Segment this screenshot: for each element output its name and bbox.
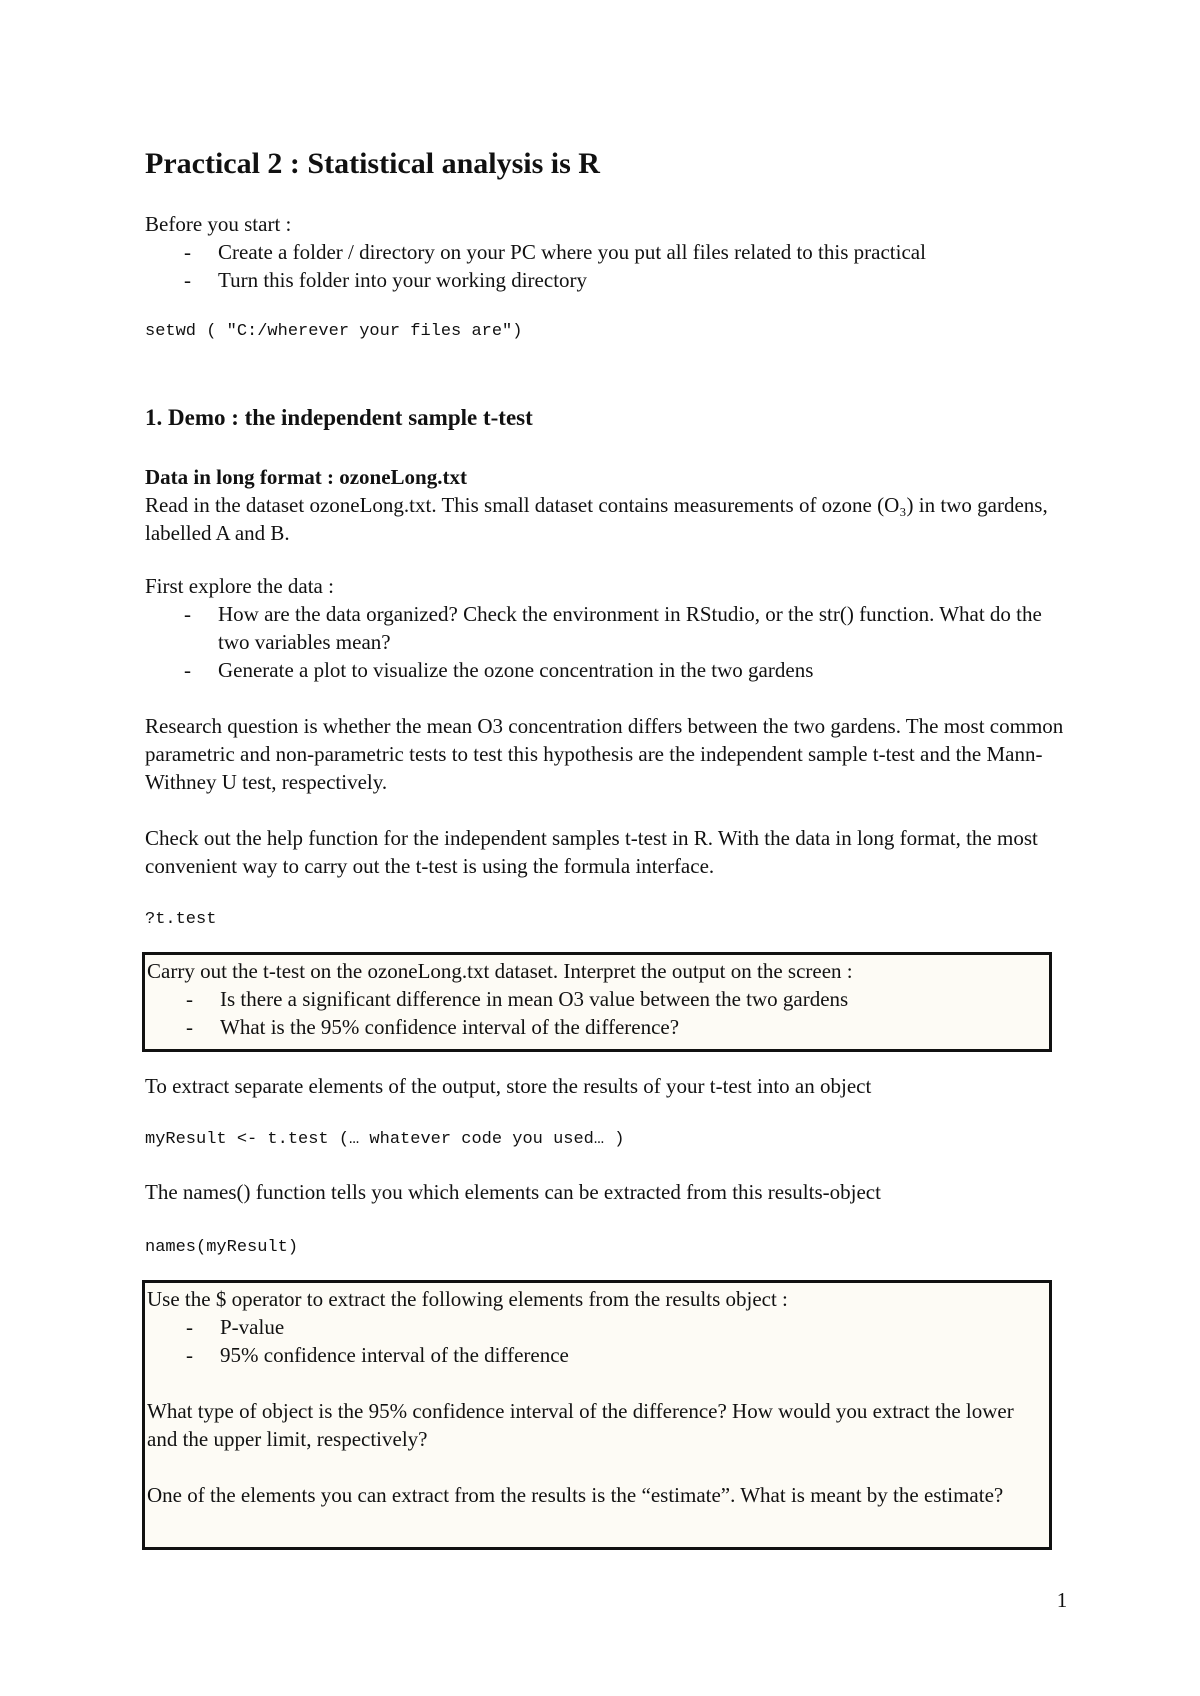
box2-intro: Use the $ operator to extract the following elements from the results object : (147, 1287, 788, 1311)
names-code: names(myResult) (145, 1238, 299, 1257)
box2-question-ci: What type of object is the 95% confidence interval of the difference? How would you extract the lower and the upper limit, respectively? (147, 1399, 1014, 1451)
section-heading: 1. Demo : the independent sample t-test (145, 405, 533, 430)
intro-bullet: - Turn this folder into your working directory (145, 266, 1065, 294)
box2-question-estimate: One of the elements you can extract from the results is the “estimate”. What is meant by the estimate? (147, 1483, 1004, 1507)
box1-intro: Carry out the t-test on the ozoneLong.txt dataset. Interpret the output on the screen : (147, 959, 853, 983)
explore-bullet: - Generate a plot to visualize the ozone concentration in the two gardens (145, 656, 1065, 684)
extract-text: To extract separate elements of the output, store the results of your t-test into an object (145, 1074, 872, 1098)
explore-bullet-list (145, 600, 1065, 684)
page-title: Practical 2 : Statistical analysis is R (145, 147, 600, 180)
setwd-code: setwd ( "C:/wherever your files are") (145, 322, 523, 341)
box1-bullet: - What is the 95% confidence interval of the difference? (147, 1013, 1047, 1041)
box2-bullet: - 95% confidence interval of the difference (147, 1341, 1047, 1369)
research-question-text: Research question is whether the mean O3 concentration differs between the two gardens. The most common parametric and non-parametric tests to test this hypothesis are the independent sample t-test and the Mann-Withney U test, respectively. (145, 714, 1064, 794)
intro-bullet-list (145, 238, 1065, 294)
explore-label: First explore the data : (145, 574, 334, 598)
result-code: myResult <- t.test (… whatever code you used… ) (145, 1130, 625, 1149)
intro-section (145, 210, 1065, 294)
box2-bullet-list (147, 1313, 1047, 1369)
explore-bullet: - How are the data organized? Check the environment in RStudio, or the str() function. What do the two variables mean? (145, 600, 1065, 656)
help-code: ?t.test (145, 910, 217, 929)
exercise-box-ttest (142, 952, 1052, 1052)
explore-section (145, 572, 1065, 684)
page-number: 1 (1056, 1588, 1068, 1612)
data-subheading: Data in long format : ozoneLong.txt (145, 465, 467, 489)
help-function-text: Check out the help function for the independent samples t-test in R. With the data in long format, the most convenient way to carry out the t-test is using the formula interface. (145, 826, 1038, 878)
intro-label: Before you start : (145, 212, 292, 236)
names-function-text: The names() function tells you which elements can be extracted from this results-object (145, 1180, 881, 1204)
read-in-text: Read in the dataset ozoneLong.txt. This small dataset contains measurements of ozone (O₃) in two gardens, labelled A and B. (145, 493, 1048, 545)
box2-bullet: - P-value (147, 1313, 1047, 1341)
box1-bullet-list (147, 985, 1047, 1041)
data-description (145, 463, 1065, 547)
box1-bullet: - Is there a significant difference in mean O3 value between the two gardens (147, 985, 1047, 1013)
exercise-box-extract (142, 1280, 1052, 1550)
intro-bullet: - Create a folder / directory on your PC where you put all files related to this practical (145, 238, 1065, 266)
